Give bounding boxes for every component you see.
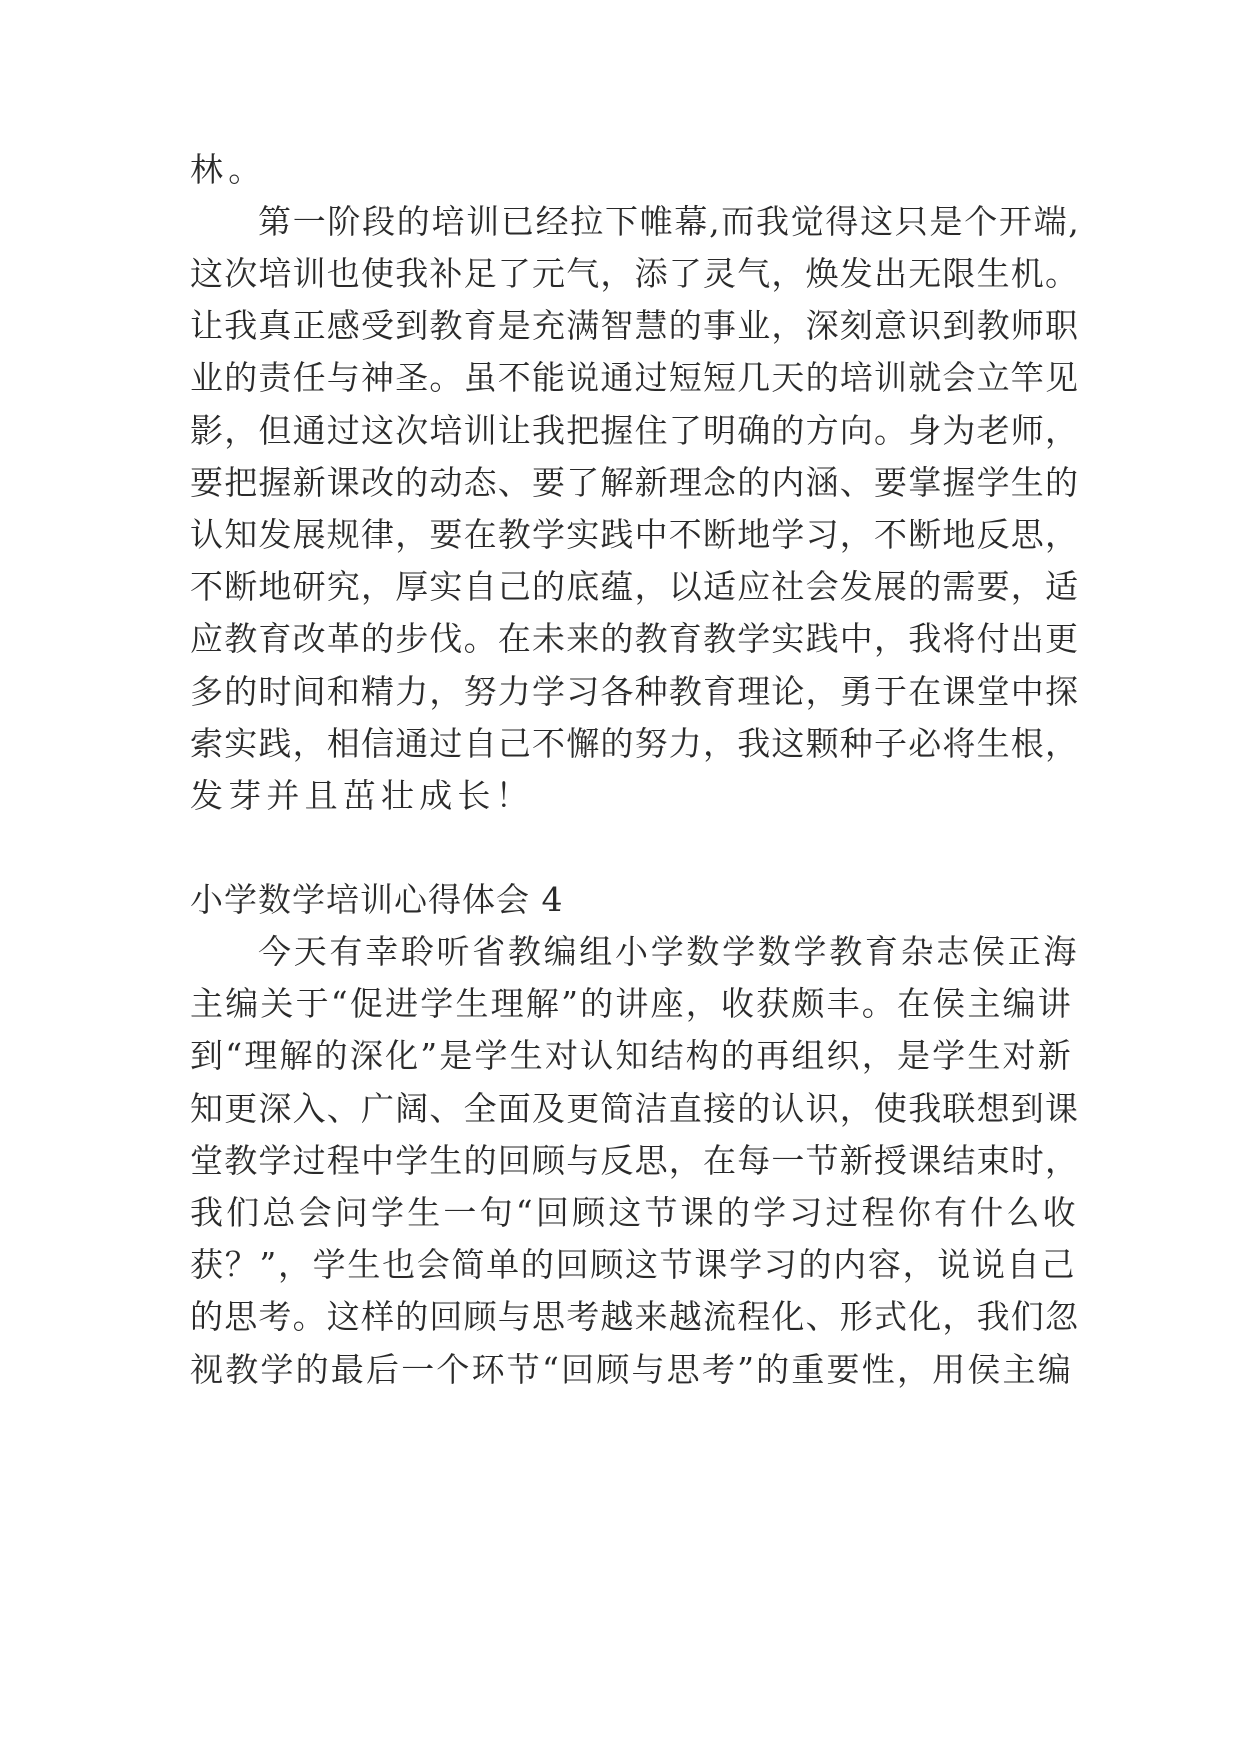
- text-line: 的思考。这样的回顾与思考越来越流程化、形式化，我们忽: [190, 1297, 1080, 1336]
- text-line: 不断地研究，厚实自己的底蕴，以适应社会发展的需要，适: [190, 567, 1080, 606]
- text-line: 到“理解的深化”是学生对认知结构的再组织，是学生对新: [190, 1036, 1073, 1075]
- text-line: 这次培训也使我补足了元气，添了灵气，焕发出无限生机。: [190, 254, 1080, 293]
- paragraph-first-line: 第一阶段的培训已经拉下帷幕,而我觉得这只是个开端,: [258, 202, 1081, 241]
- text-line: 堂教学过程中学生的回顾与反思，在每一节新授课结束时，: [190, 1141, 1080, 1180]
- text-line: 影，但通过这次培训让我把握住了明确的方向。身为老师，: [190, 411, 1080, 450]
- section-title: 小学数学培训心得体会 4: [190, 880, 564, 919]
- text-line: 索实践，相信通过自己不懈的努力，我这颗种子必将生根，: [190, 724, 1080, 763]
- text-line: 让我真正感受到教育是充满智慧的事业，深刻意识到教师职: [190, 306, 1080, 345]
- text-line: 认知发展规律，要在教学实践中不断地学习，不断地反思，: [190, 515, 1080, 554]
- text-line: 应教育改革的步伐。在未来的教育教学实践中，我将付出更: [190, 619, 1080, 658]
- paragraph-first-line: 今天有幸聆听省教编组小学数学数学教育杂志侯正海: [258, 932, 1080, 971]
- text-line: 林。: [190, 150, 267, 189]
- text-line: 多的时间和精力，努力学习各种教育理论，勇于在课堂中探: [190, 672, 1080, 711]
- text-line: 我们总会问学生一句“回顾这节课的学习过程你有什么收: [190, 1193, 1079, 1232]
- text-line: 要把握新课改的动态、要了解新理念的内涵、要掌握学生的: [190, 463, 1080, 502]
- text-line: 业的责任与神圣。虽不能说通过短短几天的培训就会立竿见: [190, 358, 1080, 397]
- text-line: 主编关于“促进学生理解”的讲座，收获颇丰。在侯主编讲: [190, 984, 1073, 1023]
- text-line: 获？”，学生也会简单的回顾这节课学习的内容，说说自己: [190, 1245, 1077, 1284]
- text-line: 知更深入、广阔、全面及更简洁直接的认识，使我联想到课: [190, 1089, 1080, 1128]
- text-line: 视教学的最后一个环节“回顾与思考”的重要性，用侯主编: [190, 1350, 1073, 1389]
- text-line: 发芽并且茁壮成长！: [190, 776, 534, 815]
